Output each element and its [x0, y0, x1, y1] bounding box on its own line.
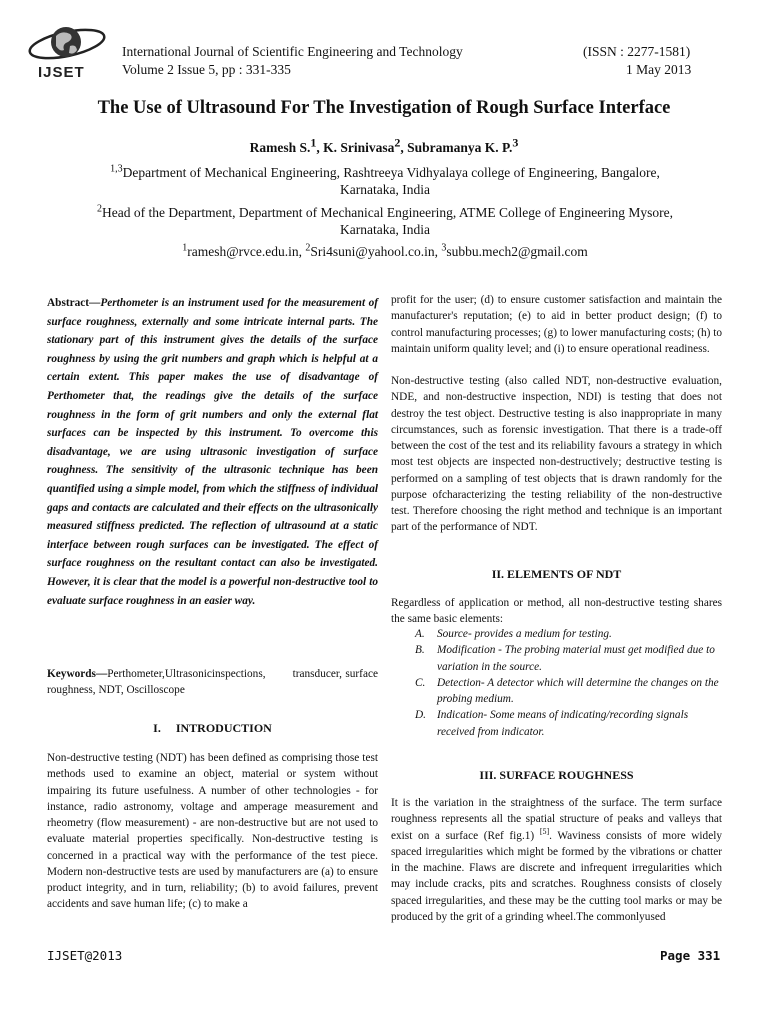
issn: (ISSN : 2277-1581) — [583, 44, 691, 59]
keywords-label: Keywords— — [47, 668, 108, 680]
affiliation-line: Karnataka, India — [340, 182, 430, 197]
affiliation-line: Karnataka, India — [340, 222, 430, 237]
abstract-label: Abstract— — [47, 297, 101, 309]
email-link[interactable]: subbu.mech2@gmail.com — [446, 244, 588, 259]
affiliation — [40, 164, 730, 198]
email-mark: 3 — [441, 242, 447, 254]
email-list — [40, 243, 730, 260]
author-name: Subramanya K. P. — [407, 140, 513, 155]
publication-date: 1 May 2013 — [626, 62, 692, 77]
list-text: Source- provides a medium for testing. — [437, 628, 612, 640]
introduction-text: Non-destructive testing (NDT) has been defined as comprising those test methods used to examine an object, material or system without impairing its future usefulness. A number of other technologies - for instance, radio astronomy, voltage and amperage measurement and rheometry (flow measurement) - are non-destructive but are not used to evaluate material properties specifically. Non-destructive testing is concerned in a practical way with the performance of the test piece. Modern non-destructive tests are used by manufacturers are (a) to ensure product integrity, and in turn, reliability; (b) to avoid failures, prevent accidents and save human life; (c) to make a — [47, 752, 378, 911]
journal-logo — [26, 22, 108, 80]
abstract-text: Perthometer is an instrument used for the measurement of surface roughness, externally and some intricate internal parts. The stationary part of this instrument gives the details of the surface roughness by using the grit numbers and graph which is helpful at a certain extent. This paper makes the use of disadvantage of Perthometer that, the readings give the details of the surface roughness in the form of grit numbers and only the external flat surfaces can be inspected by this instrument. To overcome this disadvantage, we are using ultrasonic investigation of surface roughness. The sensitivity of the ultrasonic technique has been quantified using a simple model, from which the stiffness of individual gaps and contacts are calculated and their effects on the ultrasonically measured stiffness predicted. The reflection of ultrasound at a static interface between rough surfaces can be investigated. The effect of surface roughness on the resultant contact can also be investigated. However, it is clear that the model is a powerful non-destructive tool to evaluate surface roughness in an easier way. — [47, 297, 378, 607]
list-label: B. — [415, 644, 425, 657]
paper-title: The Use of Ultrasound For The Investigation of Rough Surface Interface — [97, 98, 671, 118]
list-label: A. — [415, 628, 425, 640]
author-mark: 3 — [512, 135, 519, 150]
surface-roughness-text-b: . Waviness consists of more widely spaced irregularities which might be formed by the vibrations or chatter in the machine. Flaws are discrete and infrequent irregularities which may include cracks, pits and scratches. Roughness consists of closely spaced irregularities, and these may be the cutting tool marks or may be produced by the grit of a grinding wheel.The commonlyused — [391, 829, 722, 923]
list-item — [391, 642, 722, 675]
author-mark: 1 — [310, 135, 317, 150]
affiliation — [40, 204, 730, 238]
list-item — [391, 626, 722, 642]
author-name: K. Srinivasa — [323, 140, 395, 155]
email-link[interactable]: ramesh@rvce.edu.in, — [187, 244, 303, 259]
author-name: Ramesh S. — [249, 140, 311, 155]
surface-roughness-text — [391, 795, 722, 925]
paragraph: Non-destructive testing (also called NDT, non-destructive evaluation, NDE, and non-destructive inspection, NDI) is testing that does not destroy the test object. Destructive testing is also inappropriate in many circumstances, such as forensic investigation. That there is a trade-off between the cost of the test and its reliability favours a strategy in which most test objects are inspected non-destructively; destructive testing is performed on a sampling of test objects that is drawn randomly for the purpose ofcharacterizing the testing reliability of the non-destructive test. Therefore choosing the right method and technique is an important part of the performance of NDT. — [391, 375, 722, 534]
abstract — [47, 294, 378, 610]
page-number: Page 331 — [660, 948, 721, 963]
email-link[interactable]: Sri4suni@yahool.co.in, — [310, 244, 438, 259]
affiliation-mark: 2 — [97, 203, 103, 215]
list-label: C. — [415, 676, 426, 689]
journal-name: International Journal of Scientific Engineering and Technology — [122, 44, 463, 59]
author-mark: 2 — [394, 135, 401, 150]
email-mark: 2 — [305, 242, 311, 254]
volume-info: Volume 2 Issue 5, pp : 331-335 — [122, 62, 291, 77]
email-mark: 1 — [182, 242, 188, 254]
affiliation-line: Department of Mechanical Engineering, Rashtreeya Vidhyalaya college of Engineering, Bangalore, — [122, 165, 660, 180]
list-item — [391, 675, 722, 708]
list-text: Modification - The probing material must get modified due to variation in the source. — [437, 644, 715, 673]
section-heading-surface-roughness: III. SURFACE ROUGHNESS — [479, 768, 634, 782]
keywords-text: Perthometer,Ultrasonicinspections, transducer, surface roughness, NDT, Oscilloscope — [47, 668, 381, 697]
list-text: Detection- A detector which will determine the changes on the probing medium. — [437, 676, 719, 705]
globe-logo-icon — [26, 22, 108, 66]
surface-roughness-text-a: It is the variation in the straightness of the surface. The term surface roughness represents all the spatial structure of peaks and valleys that exist on a surface (Ref fig.1) — [391, 797, 722, 842]
footer-left: IJSET@2013 — [47, 948, 123, 963]
author-list: Ramesh S.$^1$, K. Srinivasa$^2$, Subramanya K. P.$^3$ — [249, 135, 519, 155]
affiliation-line: Head of the Department, Department of Mechanical Engineering, ATME College of Engineering Mysore, — [102, 205, 673, 220]
list-label: D. — [415, 709, 426, 722]
section-heading-elements: II. ELEMENTS OF NDT — [491, 567, 622, 581]
list-item — [391, 707, 722, 740]
section-intro: Regardless of application or method, all non-destructive testing shares the same basic elements: — [391, 597, 722, 626]
citation-mark: [5] — [539, 826, 550, 836]
logo-text: IJSET — [38, 64, 85, 81]
section-heading-introduction: I. INTRODUCTION — [153, 721, 272, 735]
paragraph: profit for the user; (d) to ensure customer satisfaction and maintain the manufacturer's reputation; (e) to aid in better product design; (f) to control manufacturing processes; (g) to lower manufacturing costs; (h) to maintain uniform quality level; and (i) to ensure operational readiness. — [391, 294, 722, 355]
list-text: Indication- Some means of indicating/recording signals received from indicator. — [437, 709, 689, 738]
affiliation-mark: 1,3 — [110, 163, 123, 175]
elements-list — [391, 626, 722, 740]
keywords — [47, 666, 381, 699]
